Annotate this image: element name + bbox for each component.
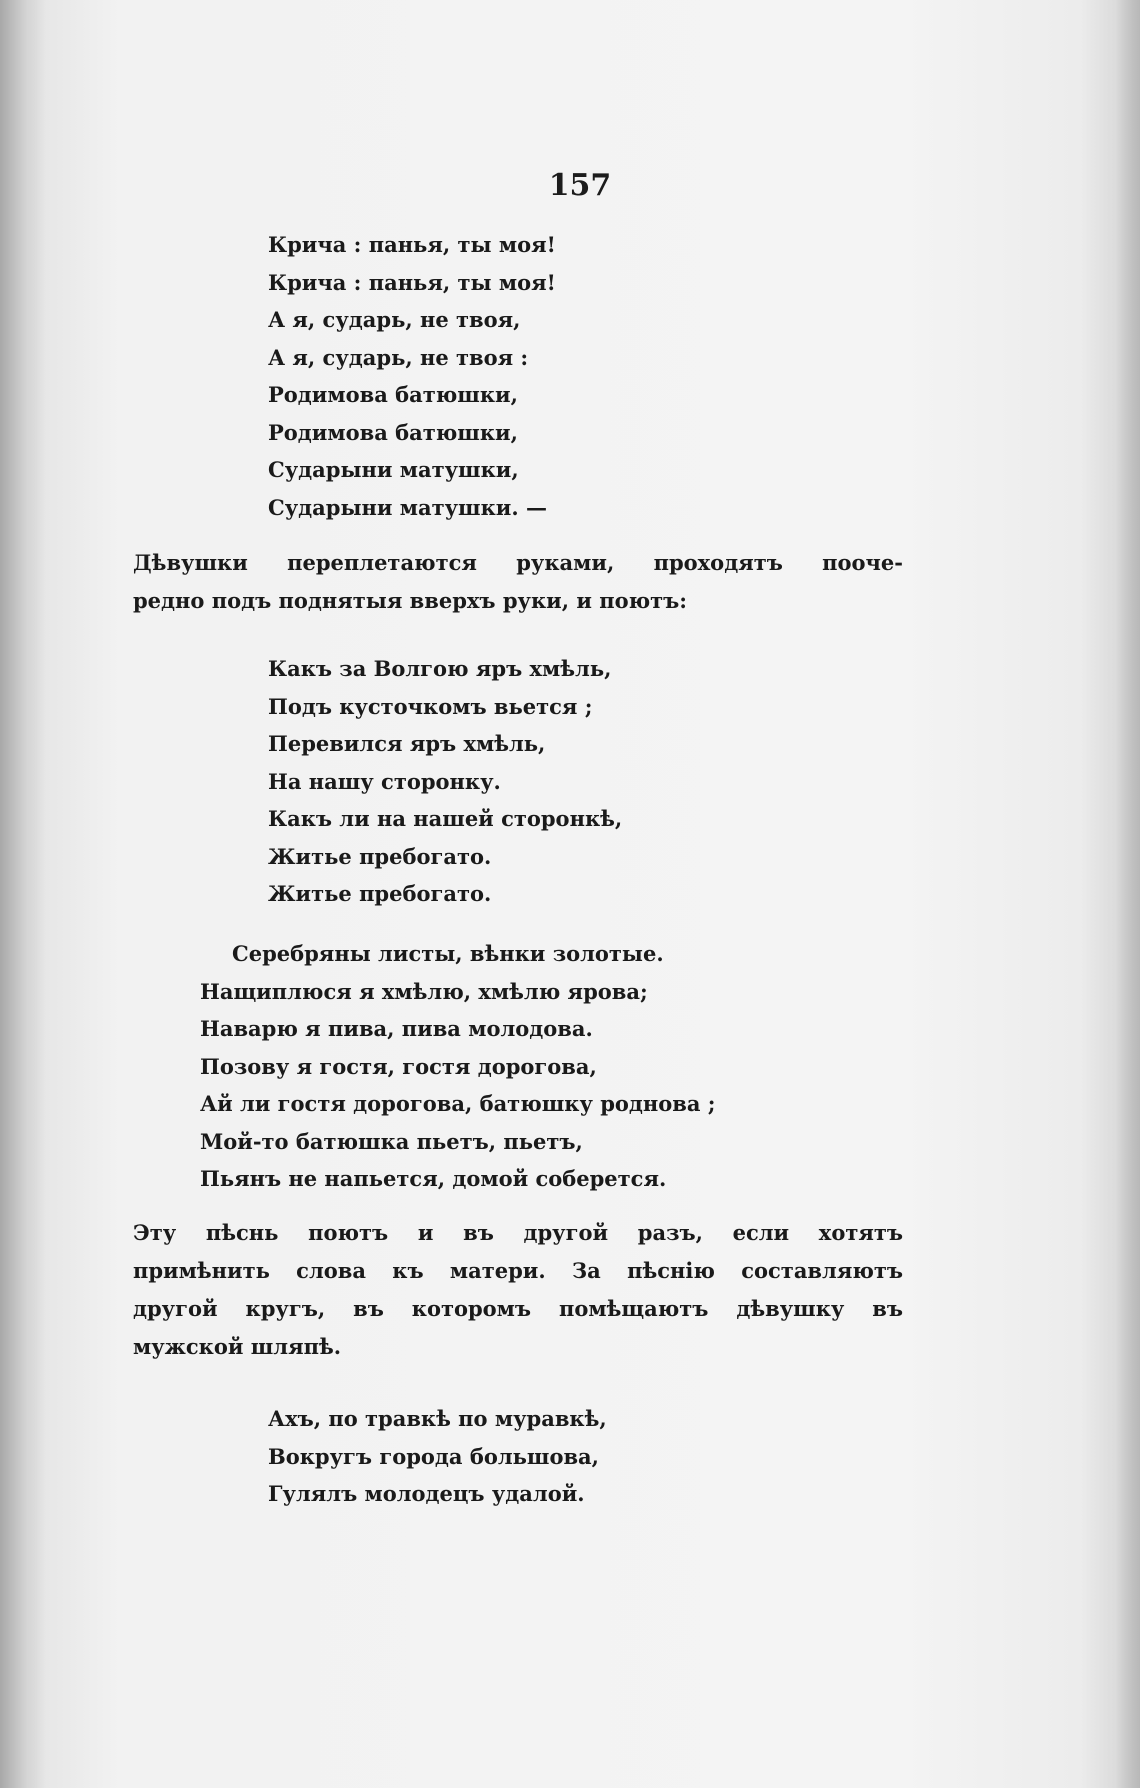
verse-line: Подъ кусточкомъ вьется ; <box>268 693 593 719</box>
stanza-2 <box>268 650 622 913</box>
verse-line: Крича : панья, ты моя! <box>268 269 556 295</box>
verse-line: Серебряны листы, вѣнки золотые. <box>232 941 664 966</box>
verse-line: Ай ли гостя дорогова, батюшку роднова ; <box>200 1091 716 1116</box>
verse-line: Житье пребогато. <box>268 843 492 869</box>
verse-line: Наварю я пива, пива молодова. <box>200 1016 593 1041</box>
stanza-3 <box>200 935 716 1198</box>
verse-line: Крича : панья, ты моя! <box>268 232 556 257</box>
verse-line: Ахъ, по травкѣ по муравкѣ, <box>268 1406 607 1431</box>
verse-line: Гулялъ молодецъ удалой. <box>268 1481 585 1506</box>
verse-line: Позову я гостя, гостя дорогова, <box>200 1053 597 1079</box>
page-gutter-shadow <box>0 0 46 1788</box>
verse-line: Вокругъ города большова, <box>268 1443 599 1469</box>
verse-line: Перевился яръ хмѣль, <box>268 731 546 756</box>
verse-line: Пьянъ не напьется, домой соберется. <box>200 1166 667 1191</box>
prose-line: Эту пѣснь поютъ и въ другой разъ, если хотятъ <box>133 1220 903 1245</box>
verse-line: Нащиплюся я хмѣлю, хмѣлю ярова; <box>200 978 648 1004</box>
prose-line: мужской шляпѣ. <box>133 1334 342 1359</box>
verse-line: Родимова батюшки, <box>268 419 518 445</box>
stanza-1 <box>268 226 556 526</box>
verse-line: На нашу сторонку. <box>268 768 501 794</box>
page-edge-shadow <box>1116 0 1140 1788</box>
paragraph-1 <box>133 544 903 620</box>
prose-line: редно подъ поднятыя вверхъ руки, и поютъ: <box>133 588 687 613</box>
verse-line: Сударыни матушки. — <box>268 494 547 520</box>
verse-line: Мой-то батюшка пьетъ, пьетъ, <box>200 1128 583 1154</box>
prose-line: примѣнить слова къ матери. За пѣснію составляютъ <box>133 1258 903 1283</box>
prose-line: Дѣвушки переплетаются руками, проходятъ поочe- <box>133 550 903 575</box>
verse-line: Житье пребогато. <box>268 881 492 906</box>
prose-line: другой кругъ, въ которомъ помѣщаютъ дѣвушку въ <box>133 1296 903 1321</box>
verse-line: А я, сударь, не твоя : <box>268 344 529 370</box>
paragraph-2 <box>133 1214 903 1366</box>
stanza-4 <box>268 1400 607 1513</box>
verse-line: Родимова батюшки, <box>268 382 518 407</box>
verse-line: Какъ за Волгою яръ хмѣль, <box>268 656 612 681</box>
page-number: 157 <box>548 168 612 203</box>
verse-line: А я, сударь, не твоя, <box>268 307 521 332</box>
verse-line: Сударыни матушки, <box>268 457 519 482</box>
verse-line: Какъ ли на нашей сторонкѣ, <box>268 806 623 831</box>
